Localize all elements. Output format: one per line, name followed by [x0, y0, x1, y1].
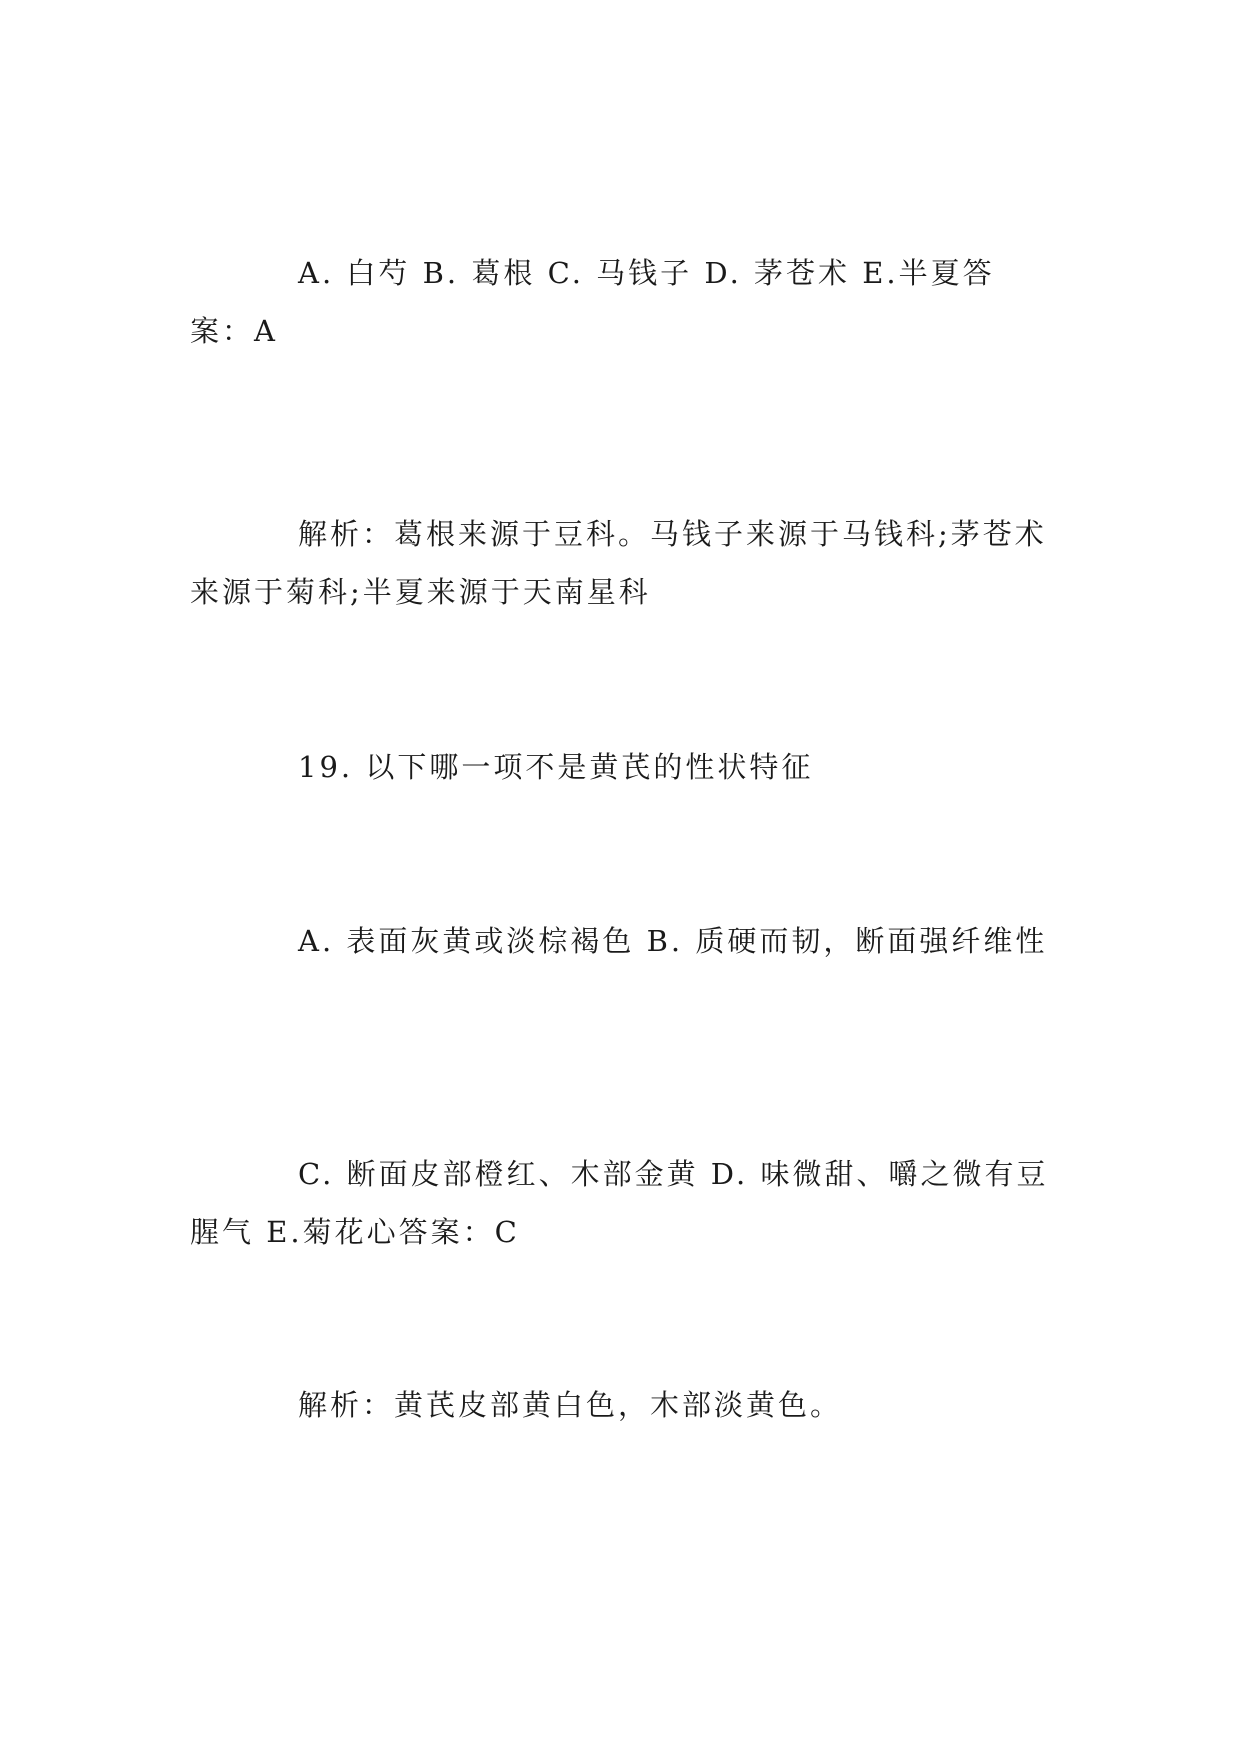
question-18-options-answer: A. 白芍 B. 葛根 C. 马钱子 D. 茅苍术 E.半夏答案：A — [190, 256, 995, 348]
question-19-stem: 19. 以下哪一项不是黄芪的性状特征 — [298, 750, 814, 784]
question-19-options-ab: A. 表面灰黄或淡棕褐色 B. 质硬而韧，断面强纤维性 — [298, 924, 1048, 958]
question-18-explanation: 解析：葛根来源于豆科。马钱子来源于马钱科;茅苍术来源于菊科;半夏来源于天南星科 — [190, 517, 1047, 609]
question-19-explanation: 解析：黄芪皮部黄白色，木部淡黄色。 — [298, 1388, 843, 1422]
question-19-options-cde-answer: C. 断面皮部橙红、木部金黄 D. 味微甜、嚼之微有豆腥气 E.菊花心答案：C — [190, 1157, 1049, 1249]
